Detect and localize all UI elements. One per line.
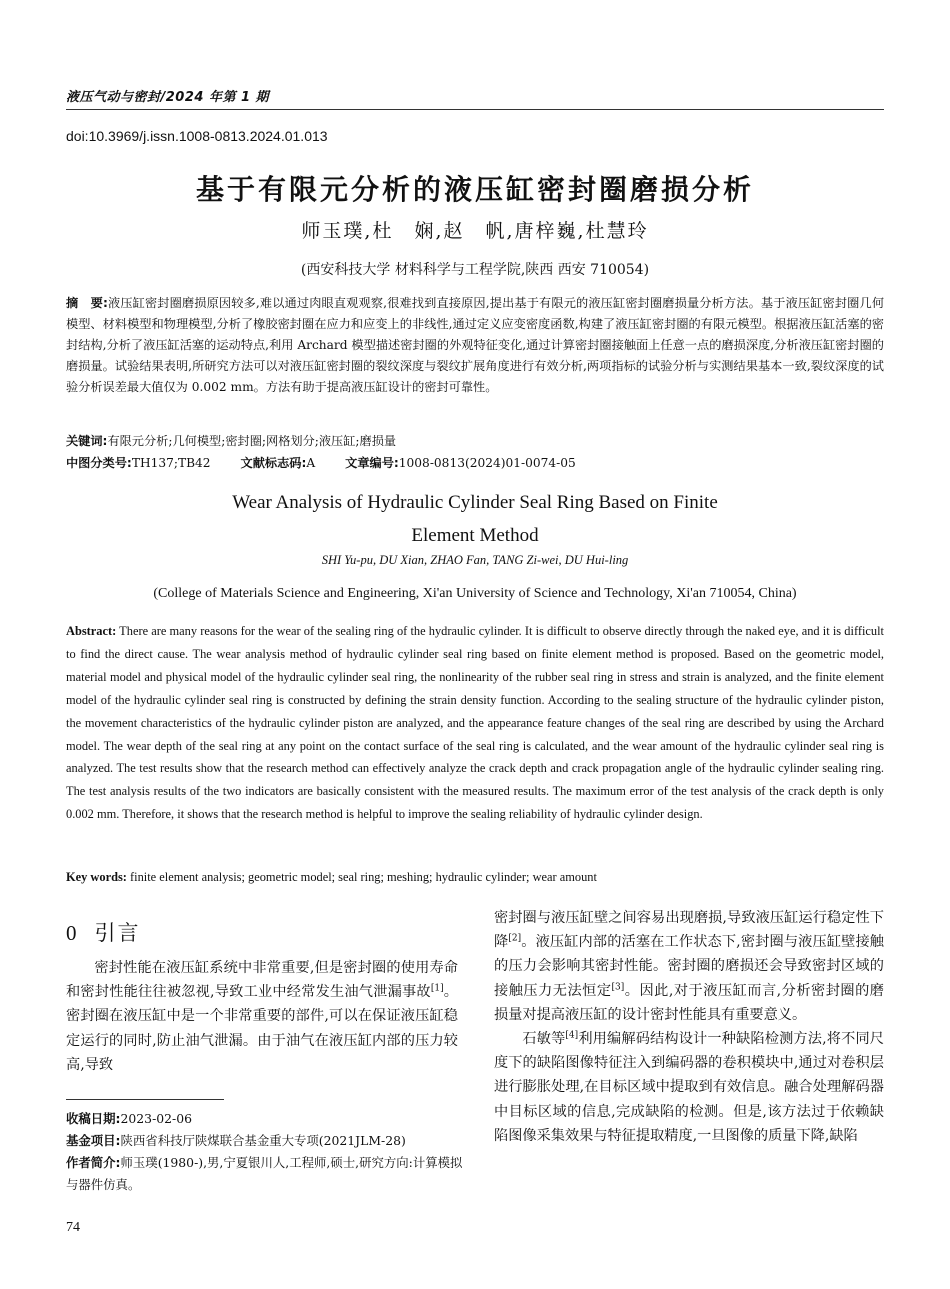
footnote-fund xyxy=(66,1130,466,1152)
section-heading xyxy=(66,917,141,947)
section-number: 0 xyxy=(66,921,79,945)
header-divider xyxy=(66,109,884,110)
english-abstract xyxy=(66,620,884,826)
body-right-paragraph-2 xyxy=(494,1027,884,1148)
author-bio-value: 师玉璞(1980-),男,宁夏银川人,工程师,硕士,研究方向:计算模拟与器件仿真。 xyxy=(66,1155,463,1192)
page-number: 74 xyxy=(66,1220,80,1235)
classification-line xyxy=(66,453,576,474)
body-right-column xyxy=(494,906,884,1148)
citation-1[interactable]: [1] xyxy=(430,983,444,994)
english-title xyxy=(0,486,950,552)
body-right-text-c: 。因此,对于液压缸而言,分析密封圈的磨损量对提高液压缸的设计密封性能具有重要意义。 xyxy=(494,982,884,1023)
english-abstract-label: Abstract: xyxy=(66,624,117,638)
chinese-title: 基于有限元分析的液压缸密封圈磨损分析 xyxy=(195,173,754,206)
citation-4[interactable]: [4] xyxy=(565,1030,579,1041)
body-right-paragraph-1 xyxy=(494,906,884,1027)
chinese-keywords-label: 关键词: xyxy=(66,434,108,448)
body-left-text-b: 。密封圈在液压缸中是一个非常重要的部件,可以在保证液压缸稳定运行的同时,防止油气泄漏。由于油气在液压缸内部的压力较高,导致 xyxy=(66,984,458,1073)
doc-code-label: 文献标志码: xyxy=(240,456,307,470)
chinese-affiliation: (西安科技大学 材料科学与工程学院,陕西 西安 710054) xyxy=(300,262,650,278)
chinese-abstract-text: 液压缸密封圈磨损原因较多,难以通过肉眼直观观察,很难找到直接原因,提出基于有限元的液压缸密封圈磨损量分析方法。基于液压缸密封圈几何模型、材料模型和物理模型,分析了橡胶密封圈在应力和应变上的非线性,通过定义应变密度函数,构建了液压缸密封圈的有限元模型。根据液压缸活塞的密封结构,分析了液压缸活塞的运动特点,利用 Archard 模型描述密封圈的外观特征变化,通过计算密封圈接触面上任意一点的磨损深度,分析液压缸密封圈的磨损量。试验结果表明,所研究方法可以对液压缸密封圈的裂纹深度与裂纹扩展角度进行有效分析,两项指标的试验分析与实测结果基本一致,裂纹深度的试验分析误差最大值仅为 0.002 mm。方法有助于提高液压缸设计的密封可靠性。 xyxy=(66,296,885,394)
received-label: 收稿日期: xyxy=(66,1111,121,1126)
journal-header: 液压气动与密封/2024 年第 1 期 xyxy=(66,90,270,105)
footnote-author xyxy=(66,1152,466,1196)
body-left-column xyxy=(66,956,458,1077)
article-number-value: 1008-0813(2024)01-0074-05 xyxy=(398,456,576,470)
body-right-text-b: 。液压缸内部的活塞在工作状态下,密封圈与液压缸壁接触的压力会影响其密封性能。密封圈的磨损还会导致密封区域的接触压力无法恒定 xyxy=(494,934,884,999)
english-title-line-2: Element Method xyxy=(411,525,539,546)
chinese-authors: 师玉璞,杜 娴,赵 帆,唐梓巍,杜慧玲 xyxy=(301,220,649,242)
body-right-text-e: 利用编解码结构设计一种缺陷检测方法,将不同尺度下的缺陷图像特征注入到编码器的卷积模块中,通过对卷积层进行膨胀处理,在目标区域中提取到有效信息。融合处理解码器中目标区域的信息,完成缺陷的检测。但是,该方法过于依赖缺陷图像采集效果与特征提取精度,一旦图像的质量下降,缺陷 xyxy=(494,1031,884,1144)
chinese-abstract-label: 摘 要: xyxy=(66,296,108,310)
body-right-text-d: 石敏等 xyxy=(522,1031,566,1048)
clc-value: TH137;TB42 xyxy=(131,456,211,470)
citation-2[interactable]: [2] xyxy=(508,933,522,944)
footnotes xyxy=(66,1108,466,1196)
section-title: 引言 xyxy=(94,921,141,945)
english-affiliation: (College of Materials Science and Engineering, Xi'an University of Science and Technology, Xi'an 710054, China) xyxy=(153,586,797,601)
english-authors: SHI Yu-pu, DU Xian, ZHAO Fan, TANG Zi-wei, DU Hui-ling xyxy=(321,553,629,567)
footnote-divider xyxy=(66,1099,224,1100)
footnote-received xyxy=(66,1108,466,1130)
author-bio-label: 作者简介: xyxy=(66,1155,121,1170)
chinese-abstract xyxy=(66,293,884,398)
fund-label: 基金项目: xyxy=(66,1133,121,1148)
english-abstract-text: There are many reasons for the wear of the sealing ring of the hydraulic cylinder. It is difficult to observe directly through the naked eye, and it is difficult to find the direct cause. The wear analysis method of hydraulic cylinder seal ring based on finite element method is proposed. Based on the geometric model, material model and physical model of the hydraulic cylinder seal ring, the nonlinearity of the rubber seal ring in stress and strain is analyzed, and the finite element model of the hydraulic cylinder seal ring is constructed by defining the strain density function. According to the sealing structure of the hydraulic cylinder piston, the movement characteristics of the hydraulic cylinder piston are analyzed, and the appearance feature changes of the seal ring are described by using the Archard model. The wear depth of the seal ring at any point on the contact surface of the seal ring is calculated, and the wear amount of the hydraulic cylinder seal ring is analyzed. The test results show that the research method can effectively analyze the crack depth and crack propagation angle of the hydraulic cylinder sealing ring. The test analysis results of the two indicators are basically consistent with the measured results. The maximum error of the test analysis of the crack depth is only 0.002 mm. Therefore, it shows that the research method is helpful to improve the sealing reliability of hydraulic cylinder design. xyxy=(66,624,884,822)
doc-code-value: A xyxy=(306,456,316,470)
fund-value: 陕西省科技厅陕煤联合基金重大专项(2021JLM-28) xyxy=(120,1133,406,1148)
english-title-line-1: Wear Analysis of Hydraulic Cylinder Seal Ring Based on Finite xyxy=(232,492,718,513)
english-keywords-text: finite element analysis; geometric model; seal ring; meshing; hydraulic cylinder; wear amount xyxy=(126,870,597,884)
received-value: 2023-02-06 xyxy=(120,1111,192,1126)
citation-3[interactable]: [3] xyxy=(611,981,625,992)
english-keywords-label: Key words: xyxy=(66,870,127,884)
body-right-text-a: 密封圈与液压缸壁之间容易出现磨损,导致液压缸运行稳定性下降 xyxy=(494,910,884,951)
doi-line: doi:10.3969/j.issn.1008-0813.2024.01.013 xyxy=(66,128,328,144)
chinese-keywords xyxy=(66,431,396,452)
clc-label: 中图分类号: xyxy=(66,456,132,470)
article-number-label: 文章编号: xyxy=(345,456,399,470)
body-left-text-a: 密封性能在液压缸系统中非常重要,但是密封圈的使用寿命和密封性能往往被忽视,导致工业中经常发生油气泄漏事故 xyxy=(66,960,458,1001)
english-keywords xyxy=(66,870,597,885)
chinese-keywords-text: 有限元分析;几何模型;密封圈;网格划分;液压缸;磨损量 xyxy=(107,434,397,448)
